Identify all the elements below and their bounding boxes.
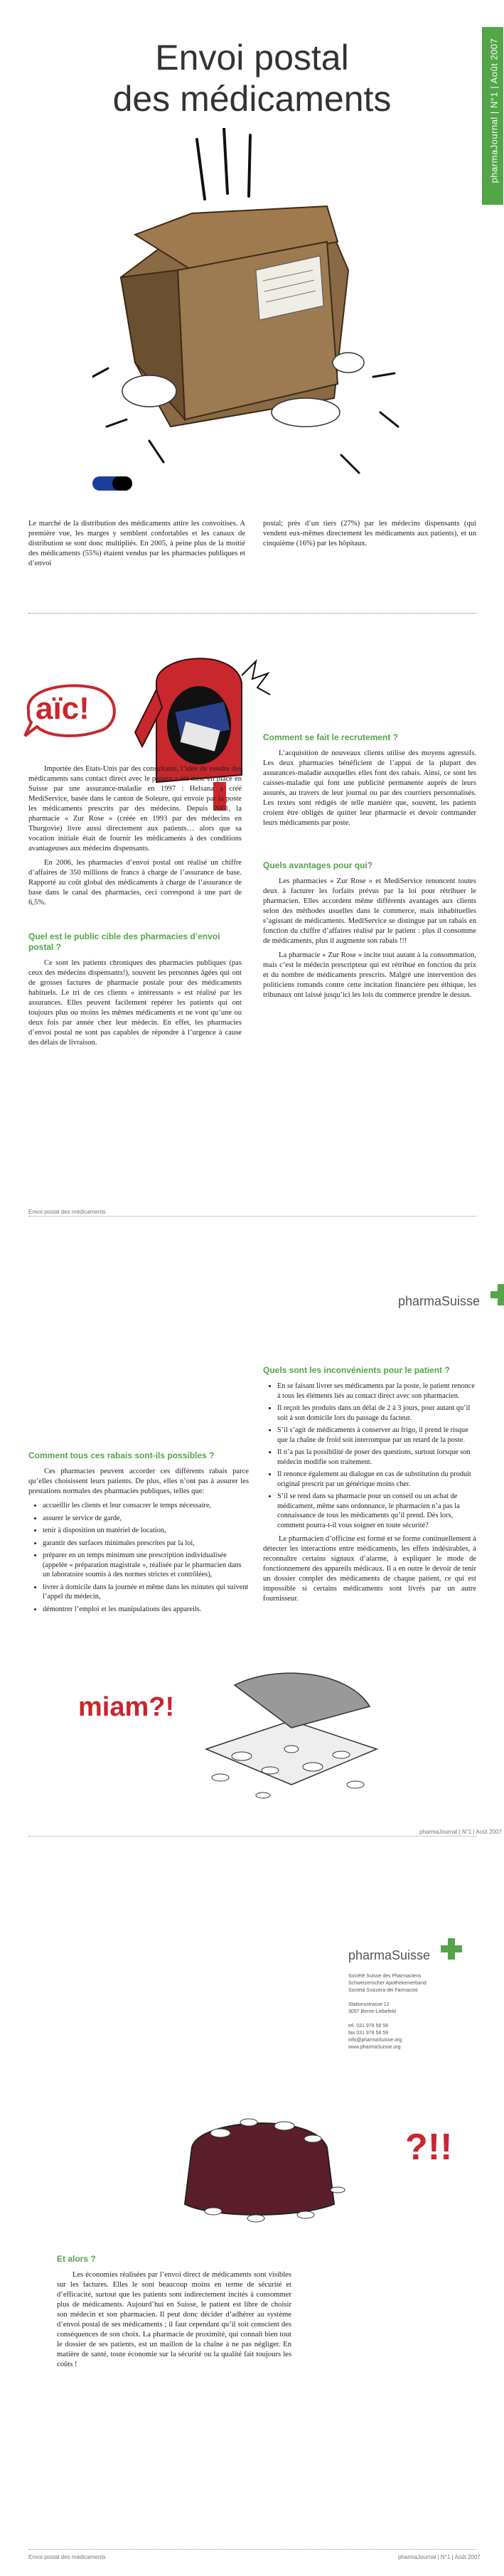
- heading-recruit: Comment se fait le recrutement ?: [263, 732, 399, 742]
- section-advantages: Quels avantages pour qui? Les pharmacies « Zur Rose » et MediService renoncent toutes deux à facturer les forfaits prévus par la loi pour rétribuer le pharmacien. Elles accordent même différents avantages aux clients selon des méthodes usuelles dans le commerce, mais inhabituelles s’agissant de médicaments. MediService se distingue par un rabais en fonction du chiffre d’affaires réalisé par le patient : plus il consomme de médicaments, plus il augmente son rabais !!! La pharmacie « Zur Rose » incite tout autant à la consommation, mais c’est le médecin prescripteur qui est rétribué en fonction du prix et du nombre de médicaments prescrits. Malgré une intervention des politiciens romands contre cette incitation financière peu éthique, les tribunaux ont laissé jusqu’ici les lois du commerce prendre le dessus.: [263, 860, 476, 999]
- capsule-icon: [92, 476, 132, 491]
- heading-public: Quel est le public cible des pharmacies d’envoi postal ?: [28, 931, 220, 952]
- intro-left: Le marché de la distribution des médicaments attire les convoitises. A première vue, les marges y semblent confortables et les canaux de distribution se sont donc multipliés. En 2005, à peine plus de la moitié des médicaments (55%) étaient vendus par les pharmacies publiques et d’envoi: [28, 520, 245, 567]
- damaged-package-illustration: [92, 128, 405, 498]
- green-cross-icon: [441, 1938, 462, 1960]
- pharmasuisse-logo: pharmaSuisse: [398, 1294, 480, 1309]
- list-item: • préparer en un temps minimum une prescription individualisée (appelée « préparation magistrale », réalisée par le pharmacien dans un laboratoire soumis à des normes strictes et contrôlées),: [43, 1551, 249, 1580]
- rebates-list: [28, 1501, 249, 1614]
- pharmasuisse-logo: pharmaSuisse: [348, 1948, 430, 1963]
- list-item: • Il reçoit les produits dans un délai de 2 à 3 jours, pour autant qu’il soit à son domicile lors du passage du facteur.: [277, 1404, 476, 1423]
- list-item: • Il n’a pas la possibilité de poser des questions, surtout lorsque son médecin modifie son traitement.: [277, 1448, 476, 1467]
- list-item: • Il renonce également au dialogue en cas de substitution du produit original prescrit par un générique moins cher.: [277, 1470, 476, 1489]
- footer-left: Envoi postal des médicaments: [28, 2554, 106, 2560]
- green-cross-icon: [490, 1284, 504, 1305]
- drawbacks-list: [263, 1381, 476, 1530]
- list-item: • garantir des surfaces minimales prescrites par la loi,: [43, 1539, 249, 1549]
- heading-rebates: Comment tous ces rabais sont-ils possibles ?: [28, 1450, 215, 1460]
- list-item: • démontrer l’emploi et les manipulations des appareils.: [43, 1605, 249, 1615]
- section-public: Quel est le public cible des pharmacies d’envoi postal ? Ce sont les patients chroniques des pharmacies publiques (pas ceux des médecins dispensants!), souvent les personnes âgées qui ont de grosses factures de pharmacie postale pour des médicaments habituels. Le tri de ces clients « intéressants » est réalisé par les assurances. Elles peuvent facilement repérer les patients qui ont toujours plus ou moins les mêmes médicaments et ne vont qu’une ou deux fois par année chez leur médecin. En effet, les pharmacies d’envoi postal ne sont pas capables de répondre à l’urgence à cause des délais de livraison.: [28, 931, 242, 1047]
- section-divider: [28, 613, 476, 614]
- aic-bubble: aïc!: [21, 683, 121, 739]
- page-divider: [28, 2549, 476, 2550]
- footer-left: Envoi postal des médicaments: [28, 1209, 106, 1215]
- wallet-illustration: [171, 2105, 355, 2225]
- heading-drawbacks: Quels sont les inconvénients pour le patient ?: [263, 1365, 450, 1375]
- miam-label: miam?!: [78, 1692, 175, 1722]
- section-conclusion: Et alors ? Les économies réalisées par l’envoi direct de médicaments sont visibles sur les factures. Elles le sont beaucoup moins en terme de sécurité et d’efficacité, surtout que les patients sont indirectement incités à consommer plus de médicaments. Aujourd’hui en Suisse, le patient est libre de choisir son médecin et son pharmacien. Il peut donc décider d’adhérer au système d’envoi postal de ses médicaments ; il faut cependant qu’il soit conscient des conséquences de son choix. La pharmacie de proximité, qui connaît bien tout le dossier de ses patients, est un maillon de la chaîne à ne pas négliger. En matière de santé, toute économie sur la sécurité ou la qualité fait toujours les coûts !: [57, 2254, 291, 2368]
- list-item: • tenir à disposition un matériel de location,: [43, 1526, 249, 1536]
- list-item: • En se faisant livrer ses médicaments par la poste, le patient renonce à tous les éléments liés au contact direct avec son pharmacien.: [277, 1381, 476, 1401]
- list-item: • accueillir les clients et leur consacrer le temps nécessaire,: [43, 1501, 249, 1511]
- pill-box-illustration: [192, 1664, 398, 1806]
- section-rebates: Comment tous ces rabais sont-ils possibles ? Ces pharmacies peuvent accorder ces différents rabais parce qu’elles choisissent leurs patients. De plus, elles n’ont pas à assurer les prestations normales des pharmacies publiques, telles que: • accueillir les clients et leur consacrer le temps nécessaire, • assurer le service de garde, • tenir à disposition un matériel de location, • garantir des surfaces minimales prescrites par la loi, • préparer en un temps minimum une prescription individualisée (appelée « préparation magistrale », réalisée par le pharmacien dans un laboratoire soumis à des normes strictes et contrôlées), • livrer à domicile dans la journée et même dans les minutes qui suivent l’appel du médecin, • démontrer l’emploi et les manipulations des appareils.: [28, 1450, 249, 1617]
- page-divider: [28, 1836, 476, 1837]
- footer-right: pharmaJournal | N°1 | Août 2007: [419, 1829, 502, 1835]
- question-exclamation-label: ?!!: [405, 2127, 453, 2168]
- section-drawbacks: Quels sont les inconvénients pour le patient ? • En se faisant livrer ses médicaments par la poste, le patient renonce à tous les éléments liés au contact direct avec son pharmacien. • Il reçoit les produits dans un délai de 2 à 3 jours, pour autant qu’il soit à son domicile lors du passage du facteur. • S’il s’agit de médicaments à conserver au frigo, il prend le risque que la chaîne de froid soit interrompue par un retard de la poste. • Il n’a pas la possibilité de poser des questions, surtout lorsque son médecin modifie son traitement. • Il renonce également au dialogue en cas de substitution du produit original prescrit par un générique moins cher. • S’il se rend dans sa pharmacie pour un conseil ou un achat de médicament, même sans ordonnance, le pharmacien n’a pas la connaissance de tous les médicaments qu’il prend. Dès lors, comment pourra-t-il vous soigner en toute sécurité? Le pharmacien d’officine est formé et se forme continuellement à détecter les interactions entre médicaments, les effets indésirables, à reconnaître certains signaux d’alarme, à expliquer le mode de fonctionnement des appareils médicaux. Il a en outre le devoir de tenir un dossier complet des médicaments de chaque patient, ce qui est impossible si certains médicaments sont livrés par un autre fournisseur.: [263, 1365, 476, 1608]
- list-item: • livrer à domicile dans la journée et même dans les minutes qui suivent l’appel du médecin,: [43, 1583, 249, 1602]
- side-tab: pharmaJournal | N°1 | Août 2007: [482, 27, 503, 205]
- list-item: • assurer le service de garde,: [43, 1514, 249, 1524]
- contact-address: Société Suisse des Pharmaciens Schweizerischer Apothekerverband Società Svizzera dei Farmacisti Stationsstrasse 12 3097 Berne-Liebefeld tel. 031 978 58 58 fax 031 978 58 59 info@pharmaSuisse.org www.pharmaSuisse.org: [348, 1974, 427, 2050]
- intro-right: postal; près d’un tiers (27%) par les médecins dispensants (qui vendent eux-mêmes directement les médicaments aux patients), et un cinquième (16%) par les hôpitaux.: [263, 520, 476, 547]
- footer-right: pharmaJournal | N°1 | Août 2007: [398, 2554, 481, 2560]
- page-divider: [28, 1216, 476, 1217]
- heading-conclusion: Et alors ?: [57, 2254, 96, 2264]
- list-item: • S’il se rend dans sa pharmacie pour un conseil ou un achat de médicament, même sans ordonnance, le pharmacien n’a pas la connaissance de tous les médicaments qu’il prend. Dès lors, comment pourra-t-il vous soigner en toute sécurité?: [277, 1492, 476, 1530]
- heading-advantages: Quels avantages pour qui?: [263, 860, 373, 870]
- left-column-1: Importée des Etats-Unis par des consultants, l’idée de vendre des médicaments sans contact direct avec le patient a été mise en place en Suisse par une assurance-maladie en 1997 : Helsana a créé MediService, basée dans le canton de Soleure, qui envoie par la poste les médicaments prescrits par des médecins. Depuis 2001, la pharmacie « Zur Rose » (créée en 1993 par des médecins en Thurgovie) livre aussi directement aux patients… alors que sa vocation initiale était de fournir les médicaments à des conditions avantageuses aux médecins dispensants. En 2006, les pharmacies d’envoi postal ont réalisé un chiffre d’affaires de 350 millions de francs à charge de l’assurance de base. Rapporté au coût global des médicaments à charge de l’assurance de base dans le canal des pharmacies, ceci correspond à une part de 6,5%.: [28, 765, 242, 907]
- list-item: • S’il s’agit de médicaments à conserver au frigo, il prend le risque que la chaîne de froid soit interrompue par un retard de la poste.: [277, 1426, 476, 1445]
- page-title: Envoi postal des médicaments: [112, 38, 392, 119]
- section-recruit: Comment se fait le recrutement ? L’acquisition de nouveaux clients utilise des moyens agressifs. Les deux pharmacies bénéficient de l’appui de la plupart des assurances-maladie auxquelles elles font des rabais. Ainsi, ce sont les caisses-maladie qui font une publicité permanente auprès de leurs assurés, au travers de leur journal ou par des courriers personnalisés. Les textes sont rédigés de telle manière que, souvent, les patients croient être obligés de quitter leur pharmacie et devoir commander leurs médicaments par poste.: [263, 732, 476, 827]
